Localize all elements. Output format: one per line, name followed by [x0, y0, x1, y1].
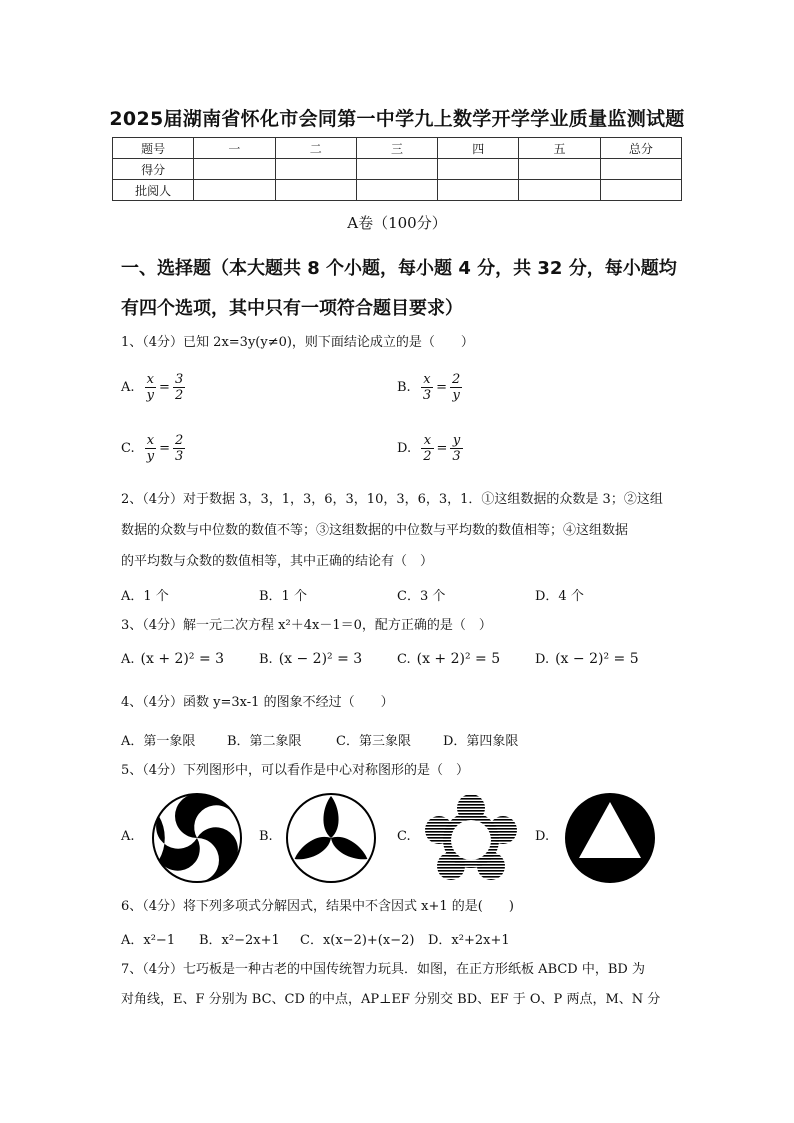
- q4-option-b: B．第二象限: [227, 734, 302, 749]
- q2-option-a: A．1 个: [121, 589, 169, 604]
- option-label: D.: [535, 652, 550, 667]
- question-3-stem: 3、（4分）解一元二次方程 x²＋4x－1＝0，配方正确的是（ ）: [121, 618, 492, 633]
- table-cell: [600, 180, 681, 201]
- option-label: C.: [121, 441, 135, 456]
- q6-option-a: A．x²−1: [121, 933, 176, 948]
- table-cell: [356, 159, 437, 180]
- question-2-line3: 的平均数与众数的数值相等，其中正确的结论有（ ）: [121, 554, 434, 569]
- table-cell: [194, 180, 275, 201]
- table-header-cell: 四: [438, 138, 519, 159]
- table-header-cell: 五: [519, 138, 600, 159]
- table-cell: [438, 159, 519, 180]
- table-header-cell: 一: [194, 138, 275, 159]
- table-row: [113, 159, 682, 180]
- fraction: $\frac{2}{y}$: [452, 372, 461, 403]
- page-title: 2025届湖南省怀化市会同第一中学九上数学开学学业质量监测试题: [109, 108, 685, 130]
- section-heading-line2: 有四个选项，其中只有一项符合题目要求）: [121, 298, 463, 319]
- table-cell: [600, 159, 681, 180]
- figure-d-circle-triangle: [564, 792, 656, 884]
- q2-option-d: D．4 个: [535, 589, 584, 604]
- table-cell: [275, 180, 356, 201]
- question-1-stem: 1、（4分）已知 2x=3y(y≠0)，则下面结论成立的是（ ）: [121, 335, 474, 350]
- q2-option-b: B．1 个: [259, 589, 307, 604]
- q1-option-a: A. $\frac{x}{y}$ = $\frac{3}{2}$: [121, 372, 184, 403]
- table-cell: [356, 180, 437, 201]
- table-row: [113, 180, 682, 201]
- table-header-cell: 题号: [113, 138, 194, 159]
- question-4-stem: 4、（4分）函数 y=3x-1 的图象不经过（ ）: [121, 695, 394, 710]
- equation: (x + 2)² = 5: [416, 651, 501, 667]
- section-heading-line1: 一、选择题（本大题共 8 个小题，每小题 4 分，共 32 分，每小题均: [121, 258, 677, 279]
- fraction: $\frac{x}{3}$: [422, 372, 432, 403]
- question-7-line1: 7、（4分）七巧板是一种古老的中国传统智力玩具．如图，在正方形纸板 ABCD 中，BD 为: [121, 962, 645, 977]
- table-row: [113, 138, 682, 159]
- q1-option-b: B. $\frac{x}{3}$ = $\frac{2}{y}$: [397, 372, 461, 403]
- option-label: D.: [397, 441, 412, 456]
- q5-option-a-label: A.: [121, 829, 135, 844]
- option-label: A.: [121, 652, 135, 667]
- q6-option-c: C．x(x−2)+(x−2): [300, 933, 415, 948]
- q5-option-c-label: C.: [397, 829, 411, 844]
- q1-option-c: C. $\frac{x}{y}$ = $\frac{2}{3}$: [121, 433, 184, 464]
- q4-option-a: A．第一象限: [121, 734, 196, 749]
- fraction: $\frac{2}{3}$: [175, 433, 184, 464]
- table-cell: [519, 180, 600, 201]
- fraction: $\frac{x}{2}$: [423, 433, 432, 464]
- fraction: $\frac{x}{y}$: [146, 372, 155, 403]
- equation: (x − 2)² = 3: [278, 651, 363, 667]
- q1-option-d: D. $\frac{x}{2}$ = $\frac{y}{3}$: [397, 433, 461, 464]
- fraction: $\frac{x}{y}$: [146, 433, 155, 464]
- question-6-stem: 6、（4分）将下列多项式分解因式，结果中不含因式 x+1 的是( ): [121, 899, 514, 914]
- fraction: $\frac{3}{2}$: [174, 372, 184, 403]
- row-label: 得分: [113, 159, 194, 180]
- q3-option-c: [397, 651, 500, 667]
- fraction: $\frac{y}{3}$: [452, 433, 461, 464]
- option-label: B.: [259, 652, 273, 667]
- q4-option-c: C．第三象限: [336, 734, 411, 749]
- table-header-cell: 二: [275, 138, 356, 159]
- row-label: 批阅人: [113, 180, 194, 201]
- table-cell: [438, 180, 519, 201]
- q4-option-d: D．第四象限: [443, 734, 519, 749]
- equation: (x − 2)² = 5: [555, 651, 639, 667]
- table-header-cell: 三: [356, 138, 437, 159]
- q6-option-b: B．x²−2x+1: [199, 933, 280, 948]
- question-2-line1: 2、（4分）对于数据 3，3，1，3，6，3，10，3，6，3，1．①这组数据的众数是 3；②这组: [121, 492, 663, 507]
- table-header-cell: 总分: [600, 138, 681, 159]
- q6-option-d: D．x²+2x+1: [428, 933, 510, 948]
- table-cell: [194, 159, 275, 180]
- option-label: B.: [397, 380, 411, 395]
- table-cell: [519, 159, 600, 180]
- q3-option-b: [259, 651, 362, 667]
- figure-b-three-petals: [285, 792, 377, 884]
- question-2-line2: 数据的众数与中位数的数值不等；③这组数据的中位数与平均数的数值相等；④这组数据: [121, 523, 629, 538]
- figure-c-striped-flower: [424, 792, 518, 884]
- q3-option-d: [535, 651, 639, 667]
- score-table: [112, 137, 682, 201]
- figure-a-tomoe: [151, 792, 243, 884]
- q5-option-d-label: D.: [535, 829, 550, 844]
- q3-option-a: [121, 651, 224, 667]
- option-label: A.: [121, 380, 135, 395]
- question-5-stem: 5、（4分）下列图形中，可以看作是中心对称图形的是（ ）: [121, 763, 470, 778]
- q5-option-b-label: B.: [259, 829, 273, 844]
- q2-option-c: C．3 个: [397, 589, 446, 604]
- equation: (x + 2)² = 3: [140, 651, 225, 667]
- question-7-line2: 对角线，E、F 分别为 BC、CD 的中点，AP⊥EF 分别交 BD、EF 于 O、P 两点，M、N 分: [121, 992, 661, 1007]
- section-a-heading: A卷（100分）: [347, 214, 447, 232]
- table-cell: [275, 159, 356, 180]
- option-label: C.: [397, 652, 411, 667]
